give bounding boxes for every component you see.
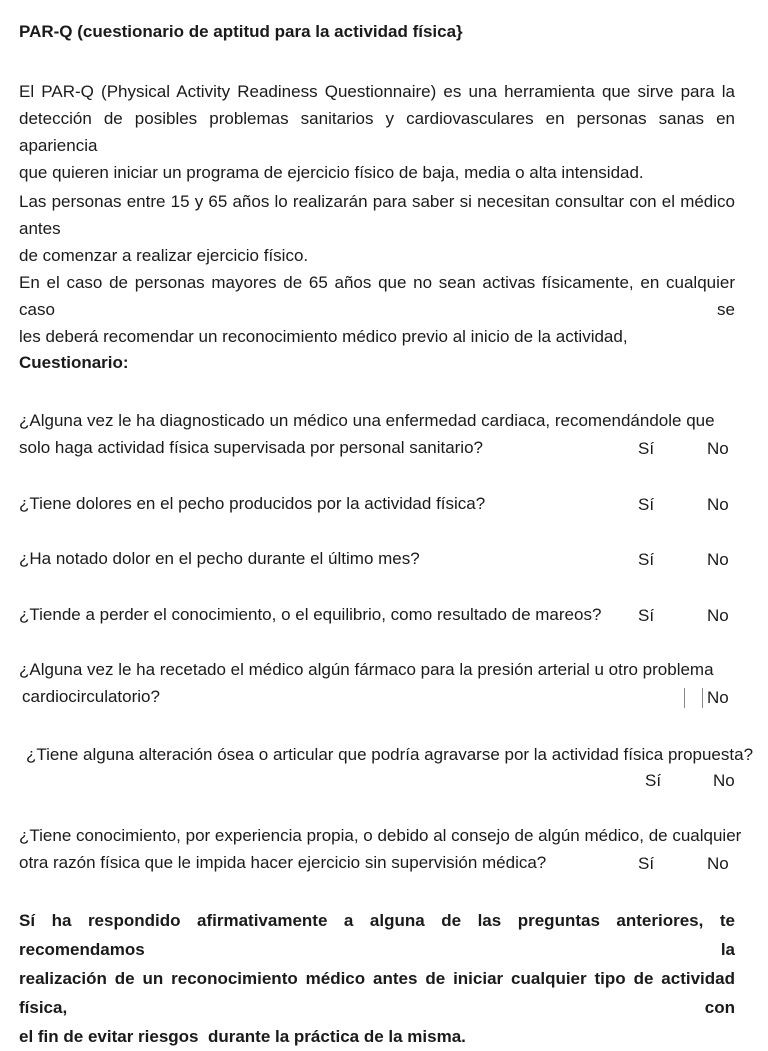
question-5-line-2: cardiocirculatorio?	[22, 687, 160, 706]
question-4-text: ¿Tiende a perder el conocimiento, o el equilibrio, como resultado de mareos?	[19, 605, 602, 624]
intro-p1-line-1: El PAR-Q (Physical Activity Readiness Questionnaire) es una herramienta que sirve para la	[19, 82, 735, 101]
question-6-yes-option[interactable]: Sí	[645, 771, 662, 790]
question-6-no-option[interactable]: No	[713, 771, 735, 790]
question-7-no-option[interactable]: No	[707, 854, 729, 873]
intro-p1-line-2: detección de posibles problemas sanitarios y cardiovasculares en personas sanas en apariencia	[19, 109, 735, 155]
question-3-text: ¿Ha notado dolor en el pecho durante el último mes?	[19, 549, 420, 568]
questionnaire-heading: Cuestionario:	[19, 353, 129, 372]
question-1-yes-option[interactable]: Sí	[638, 439, 655, 458]
question-6-text: ¿Tiene alguna alteración ósea o articular que podría agravarse por la actividad física propuesta?	[26, 745, 754, 764]
intro-p3-line-1: En el caso de personas mayores de 65 años que no sean activas físicamente, en cualquier caso se	[19, 273, 735, 319]
intro-p3-line-2: les deberá recomendar un reconocimiento médico previo al inicio de la actividad,	[19, 327, 628, 346]
question-3-yes-option[interactable]: Sí	[638, 550, 655, 569]
question-7-line-1: ¿Tiene conocimiento, por experiencia propia, o debido al consejo de algún médico, de cualquier	[19, 826, 742, 845]
question-5-yes-marker[interactable]	[684, 688, 685, 708]
question-1-line-2: solo haga actividad física supervisada por personal sanitario?	[19, 438, 483, 457]
question-4-no-option[interactable]: No	[707, 606, 729, 625]
question-2-text: ¿Tiene dolores en el pecho producidos por la actividad física?	[19, 494, 486, 513]
question-1-no-option[interactable]: No	[707, 439, 729, 458]
question-4-yes-option[interactable]: Sí	[638, 606, 655, 625]
conclusion-line-2: realización de un reconocimiento médico antes de iniciar cualquier tipo de actividad física, con	[19, 969, 735, 1017]
conclusion-line-1: Sí ha respondido afirmativamente a alguna de las preguntas anteriores, te recomendamos la	[19, 911, 735, 959]
conclusion-line-3: el fin de evitar riesgos durante la práctica de la misma.	[19, 1027, 466, 1046]
conclusion-paragraph	[19, 906, 735, 1051]
question-5-line-1: ¿Alguna vez le ha recetado el médico algún fármaco para la presión arterial u otro problema	[19, 660, 714, 679]
question-7-yes-option[interactable]: Sí	[638, 854, 655, 873]
document-title: PAR-Q (cuestionario de aptitud para la actividad física}	[19, 22, 463, 41]
question-1-line-1: ¿Alguna vez le ha diagnosticado un médico una enfermedad cardiaca, recomendándole que	[19, 411, 715, 430]
question-2-yes-option[interactable]: Sí	[638, 495, 655, 514]
intro-paragraph-3	[19, 269, 735, 350]
question-7-line-2: otra razón física que le impida hacer ejercicio sin supervisión médica?	[19, 853, 547, 872]
intro-paragraph-2	[19, 188, 735, 269]
intro-p1-line-3: que quieren iniciar un programa de ejercicio físico de baja, media o alta intensidad.	[19, 163, 644, 182]
intro-paragraph-1	[19, 78, 735, 186]
intro-p2-line-1: Las personas entre 15 y 65 años lo realizarán para saber si necesitan consultar con el médico antes	[19, 192, 735, 238]
question-3-no-option[interactable]: No	[707, 550, 729, 569]
question-5-divider	[702, 688, 703, 708]
question-2-no-option[interactable]: No	[707, 495, 729, 514]
intro-p2-line-2: de comenzar a realizar ejercicio físico.	[19, 246, 309, 265]
question-5-no-option[interactable]: No	[707, 688, 729, 707]
